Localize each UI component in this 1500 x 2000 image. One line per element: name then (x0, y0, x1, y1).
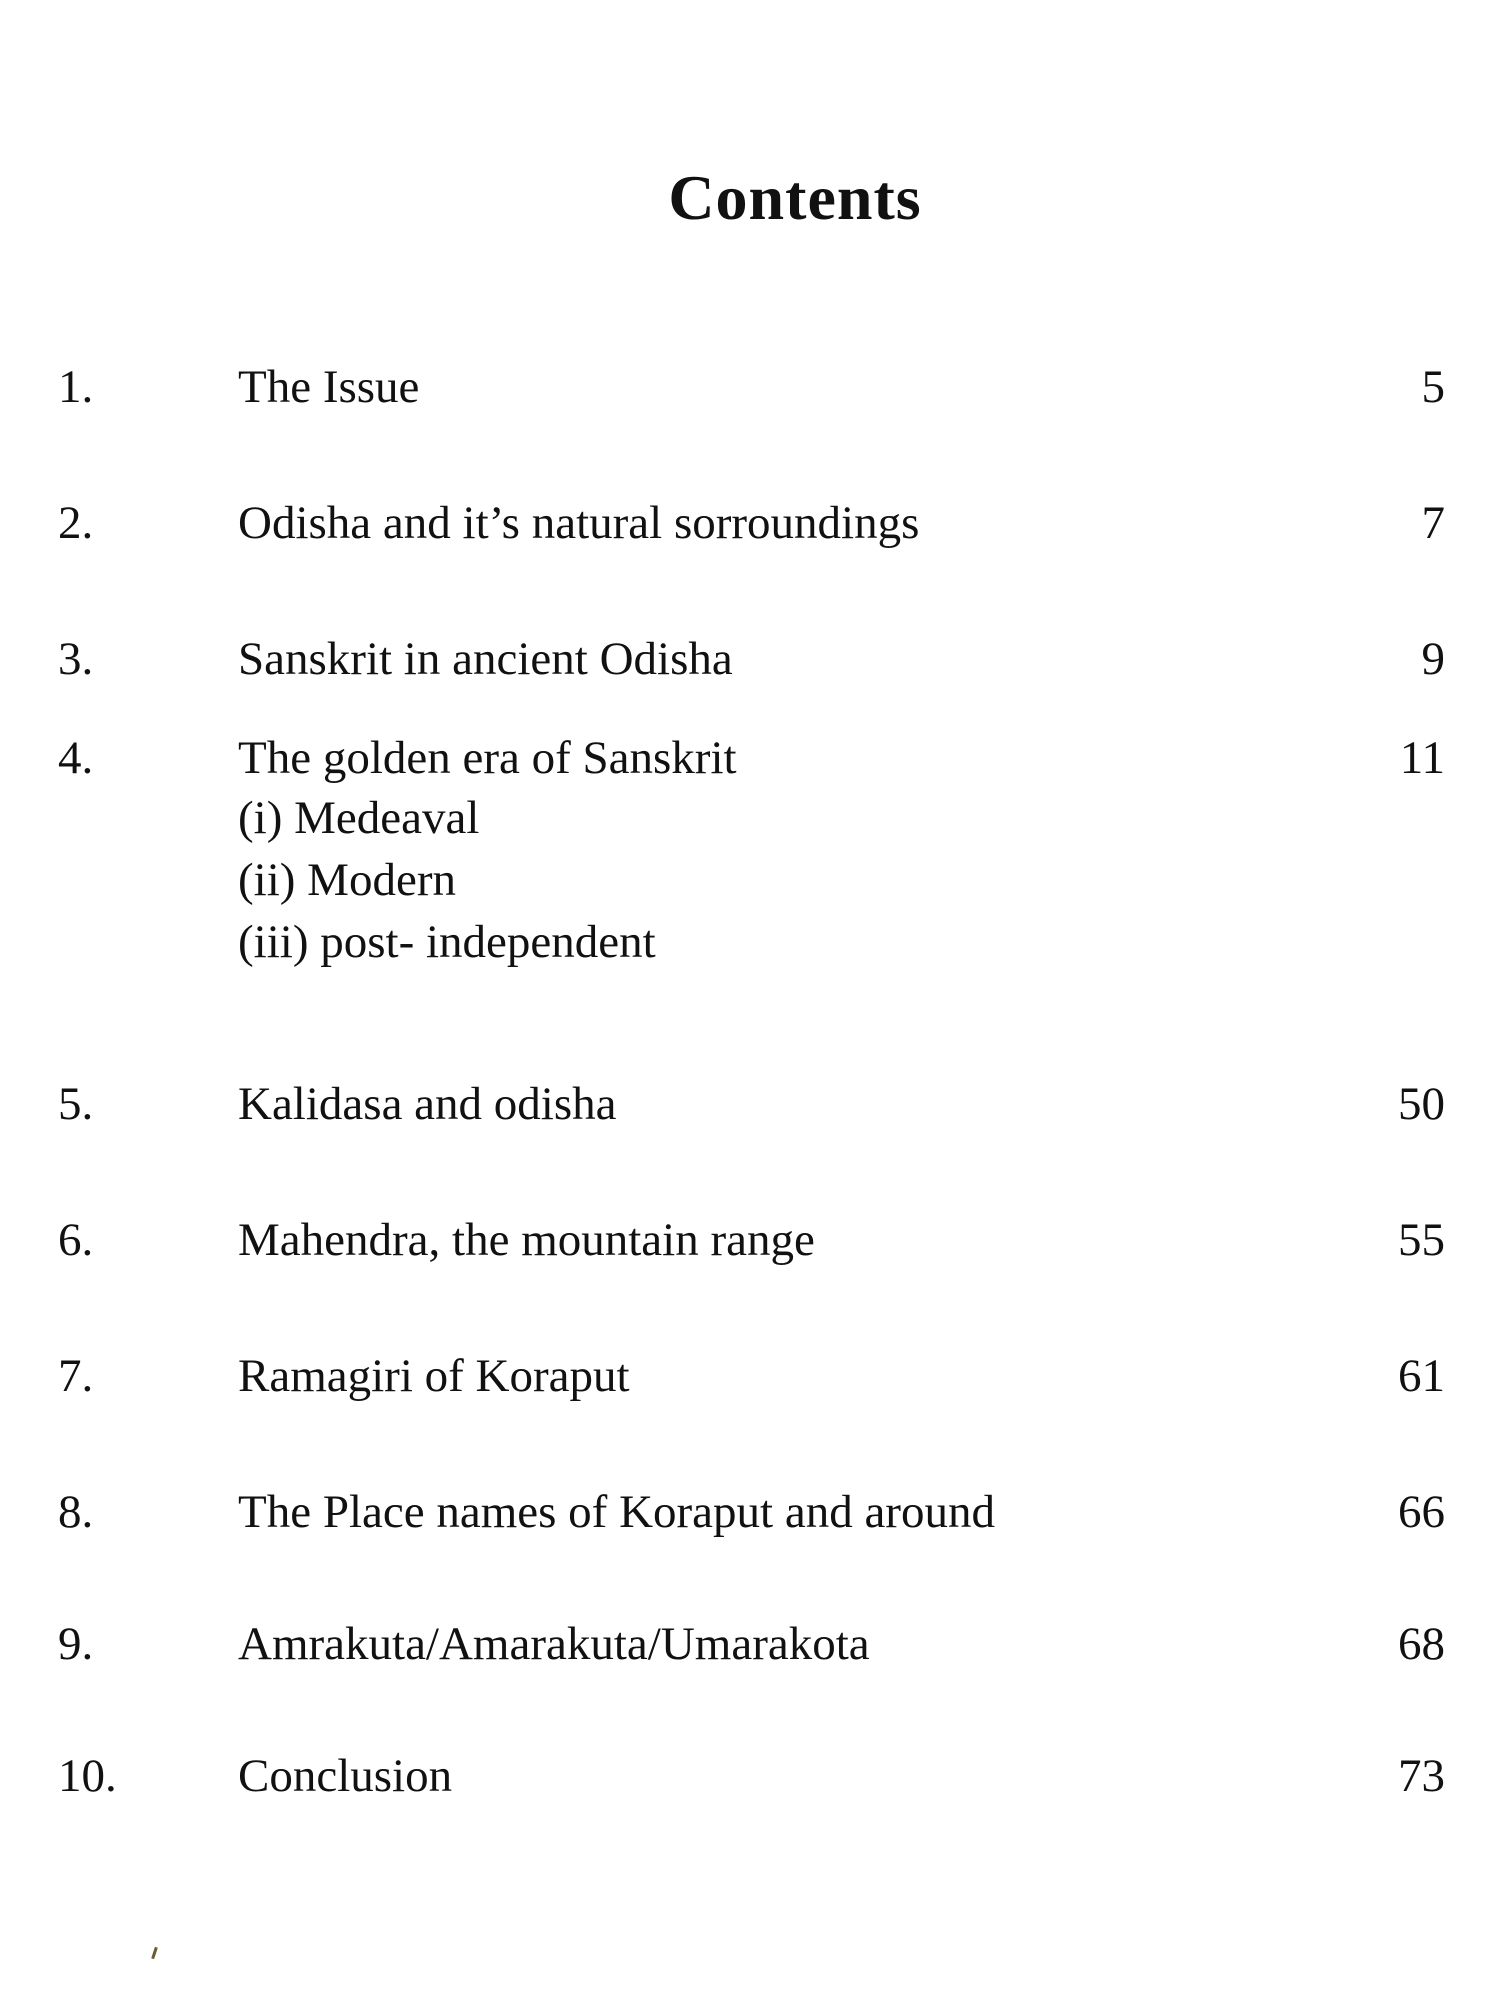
entry-page-number: 66 (1398, 1486, 1445, 1538)
ink-speck (151, 1947, 158, 1959)
entry-page-number: 61 (1398, 1350, 1445, 1402)
entry-page-number: 11 (1399, 732, 1445, 784)
entry-title: Conclusion (238, 1750, 453, 1802)
entry-title: Amrakuta/Amarakuta/Umarakota (238, 1618, 870, 1670)
entry-number: 7. (58, 1350, 94, 1402)
entry-number: 3. (58, 633, 94, 685)
toc-entry[interactable] (0, 1210, 1500, 1270)
entry-page-number: 73 (1398, 1750, 1445, 1802)
entry-title: Mahendra, the mountain range (238, 1214, 815, 1266)
toc-entry[interactable] (0, 493, 1500, 553)
entry-number: 8. (58, 1486, 94, 1538)
entry-title: Sanskrit in ancient Odisha (238, 633, 733, 685)
toc-entry[interactable] (0, 357, 1500, 417)
subentry-list (238, 788, 1138, 974)
entry-page-number: 7 (1421, 497, 1445, 549)
subentry-post-independent: (iii) post- independent (238, 916, 656, 968)
entry-number: 1. (58, 361, 94, 413)
entry-number: 2. (58, 497, 94, 549)
entry-page-number: 68 (1398, 1618, 1445, 1670)
entry-number: 5. (58, 1078, 94, 1130)
entry-title: The Place names of Koraput and around (238, 1486, 995, 1538)
subentry-medieval: (i) Medeaval (238, 792, 480, 844)
toc-entry[interactable] (0, 1346, 1500, 1406)
toc-entry[interactable] (0, 629, 1500, 689)
page-title: Contents (668, 161, 922, 233)
entry-title: The Issue (238, 361, 420, 413)
entry-number: 6. (58, 1214, 94, 1266)
entry-page-number: 9 (1421, 633, 1445, 685)
entry-title: Ramagiri of Koraput (238, 1350, 630, 1402)
entry-page-number: 55 (1398, 1214, 1445, 1266)
toc-entry[interactable] (0, 1614, 1500, 1674)
subentry-modern: (ii) Modern (238, 854, 456, 906)
entry-title: Kalidasa and odisha (238, 1078, 617, 1130)
toc-entry[interactable] (0, 1074, 1500, 1134)
entry-title: Odisha and it’s natural sorroundings (238, 497, 920, 549)
entry-number: 9. (58, 1618, 94, 1670)
entry-number: 4. (58, 732, 94, 784)
toc-entry[interactable] (0, 728, 1500, 968)
entry-page-number: 50 (1398, 1078, 1445, 1130)
entry-page-number: 5 (1421, 361, 1445, 413)
entry-number: 10. (58, 1750, 117, 1802)
toc-entry[interactable] (0, 1482, 1500, 1542)
toc-entry[interactable] (0, 1746, 1500, 1806)
entry-title: The golden era of Sanskrit (238, 732, 737, 784)
